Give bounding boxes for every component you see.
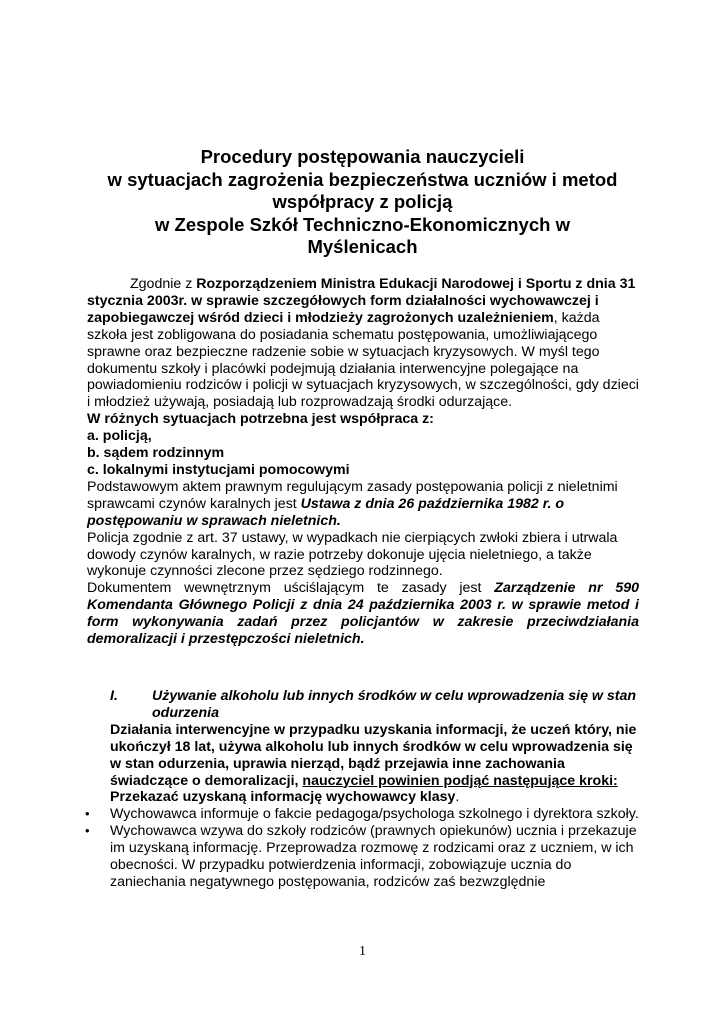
regulation-reference: Rozporządzeniem Ministra Edukacji Narodowej i Sportu z dnia 31 stycznia 2003r. w sprawie szczegółowych form działalności wychowawczej i zapobiegawczej wśród dzieci i młodzieży zagrożonych uzależnieniem — [87, 276, 636, 326]
police-paragraph: Policja zgodnie z art. 37 ustawy, w wypadkach nie cierpiących zwłoki zbiera i utrwala dowody czynów karalnych, w razie potrzeby dokonuje ujęcia nieletniego, a także wykonuje czynności zlecone przez sędziego rodzinnego. — [87, 529, 618, 580]
intro-paragraph — [87, 276, 639, 411]
intro-prefix: Zgodnie z — [130, 276, 197, 292]
section-step-end: . — [455, 789, 460, 806]
legal-basis-paragraph — [87, 479, 639, 530]
section-1 — [85, 688, 640, 891]
section-number: I. — [110, 688, 118, 704]
section-actions-paragraph — [110, 722, 640, 790]
legal-act-reference: Ustawa z dnia 26 października 1982 r. o postępowaniu w sprawach nieletnich. — [87, 495, 565, 529]
legal-basis-text: Podstawowym aktem prawnym regulującym zasady postępowania policji z nieletnimi sprawcami czynów karalnych jest — [87, 478, 618, 512]
page-number: 1 — [359, 944, 366, 959]
cooperation-heading: W różnych sytuacjach potrzebna jest współpraca z: — [87, 411, 434, 428]
section-bullet-list — [85, 806, 640, 891]
intro-rest: , każda szkoła jest zobligowana do posiadania schematu postępowania, umożliwiającego sprawne oraz bezpieczne radzenie sobie w sytuacjach kryzysowych. W myśl tego dokumentu szkoły i placówki podejmują działania interwencyjne polegające na powiadomieniu rodziców i policji w sytuacjach kryzysowych, w szczególności, gdy dzieci i młodzież używają, posiadają lub rozprowadzają środki odurzające. — [87, 309, 639, 411]
bullet-icon: • — [85, 823, 90, 839]
bullet-icon: • — [85, 806, 90, 822]
section-step-text: Przekazać uzyskaną informację wychowawcy klasy — [110, 789, 456, 806]
title-line: współpracy z policją — [272, 191, 453, 212]
cooperation-item: a. policją, — [87, 428, 152, 445]
title-line: w Zespole Szkół Techniczno-Ekonomicznych w — [155, 213, 570, 235]
section-step — [110, 789, 640, 806]
section-title: Używanie alkoholu lub innych środków w celu wprowadzenia się w stan odurzenia — [152, 688, 637, 721]
list-item-text: Wychowawca informuje o fakcie pedagoga/psychologa szkolnego i dyrektora szkoły. — [110, 806, 639, 823]
title-line: Myślenicach — [307, 236, 418, 257]
document-body — [87, 276, 639, 648]
section-heading — [110, 688, 640, 722]
list-item — [85, 823, 640, 891]
title-line: Procedury postępowania nauczycieli — [200, 146, 525, 167]
cooperation-item: c. lokalnymi instytucjami pomocowymi — [87, 461, 350, 478]
list-item-text: Wychowawca wzywa do szkoły rodziców (prawnych opiekunów) ucznia i przekazuje im uzyskaną informację. Przeprowadza rozmowę z rodzicami oraz z uczniem, w ich obecności. W przypadku potwierdzenia informacji, zobowiązuje ucznia do zaniechania negatywnego postępowania, rodziców zaś bezwzględnie — [110, 823, 637, 890]
document-title — [60, 146, 665, 259]
internal-document-paragraph — [87, 580, 639, 648]
list-item — [85, 806, 640, 823]
internal-document-text: Dokumentem wewnętrznym uściślającym te zasady jest — [87, 580, 495, 597]
section-actions-text: Działania interwencyjne w przypadku uzyskania informacji, że uczeń który, nie ukończył 18 lat, używa alkoholu lub innych środków w celu wprowadzenia się w stan odurzenia, uprawia nierząd, bądź przejawia inne zachowania świadczące o demoralizacji, — [110, 721, 637, 789]
section-actions-underlined: nauczyciel powinien podjąć następujące kroki: — [302, 772, 618, 789]
title-line: w sytuacjach zagrożenia bezpieczeństwa uczniów i metod — [107, 168, 618, 190]
cooperation-item: b. sądem rodzinnym — [87, 445, 225, 462]
ordinance-reference: Zarządzenie nr 590 Komendanta Głównego Policji z dnia 24 października 2003 r. w sprawie metod i form wykonywania zadań przez policjantów w zakresie przeciwdziałania demoralizacji i przestępczości nieletnich. — [87, 580, 639, 648]
